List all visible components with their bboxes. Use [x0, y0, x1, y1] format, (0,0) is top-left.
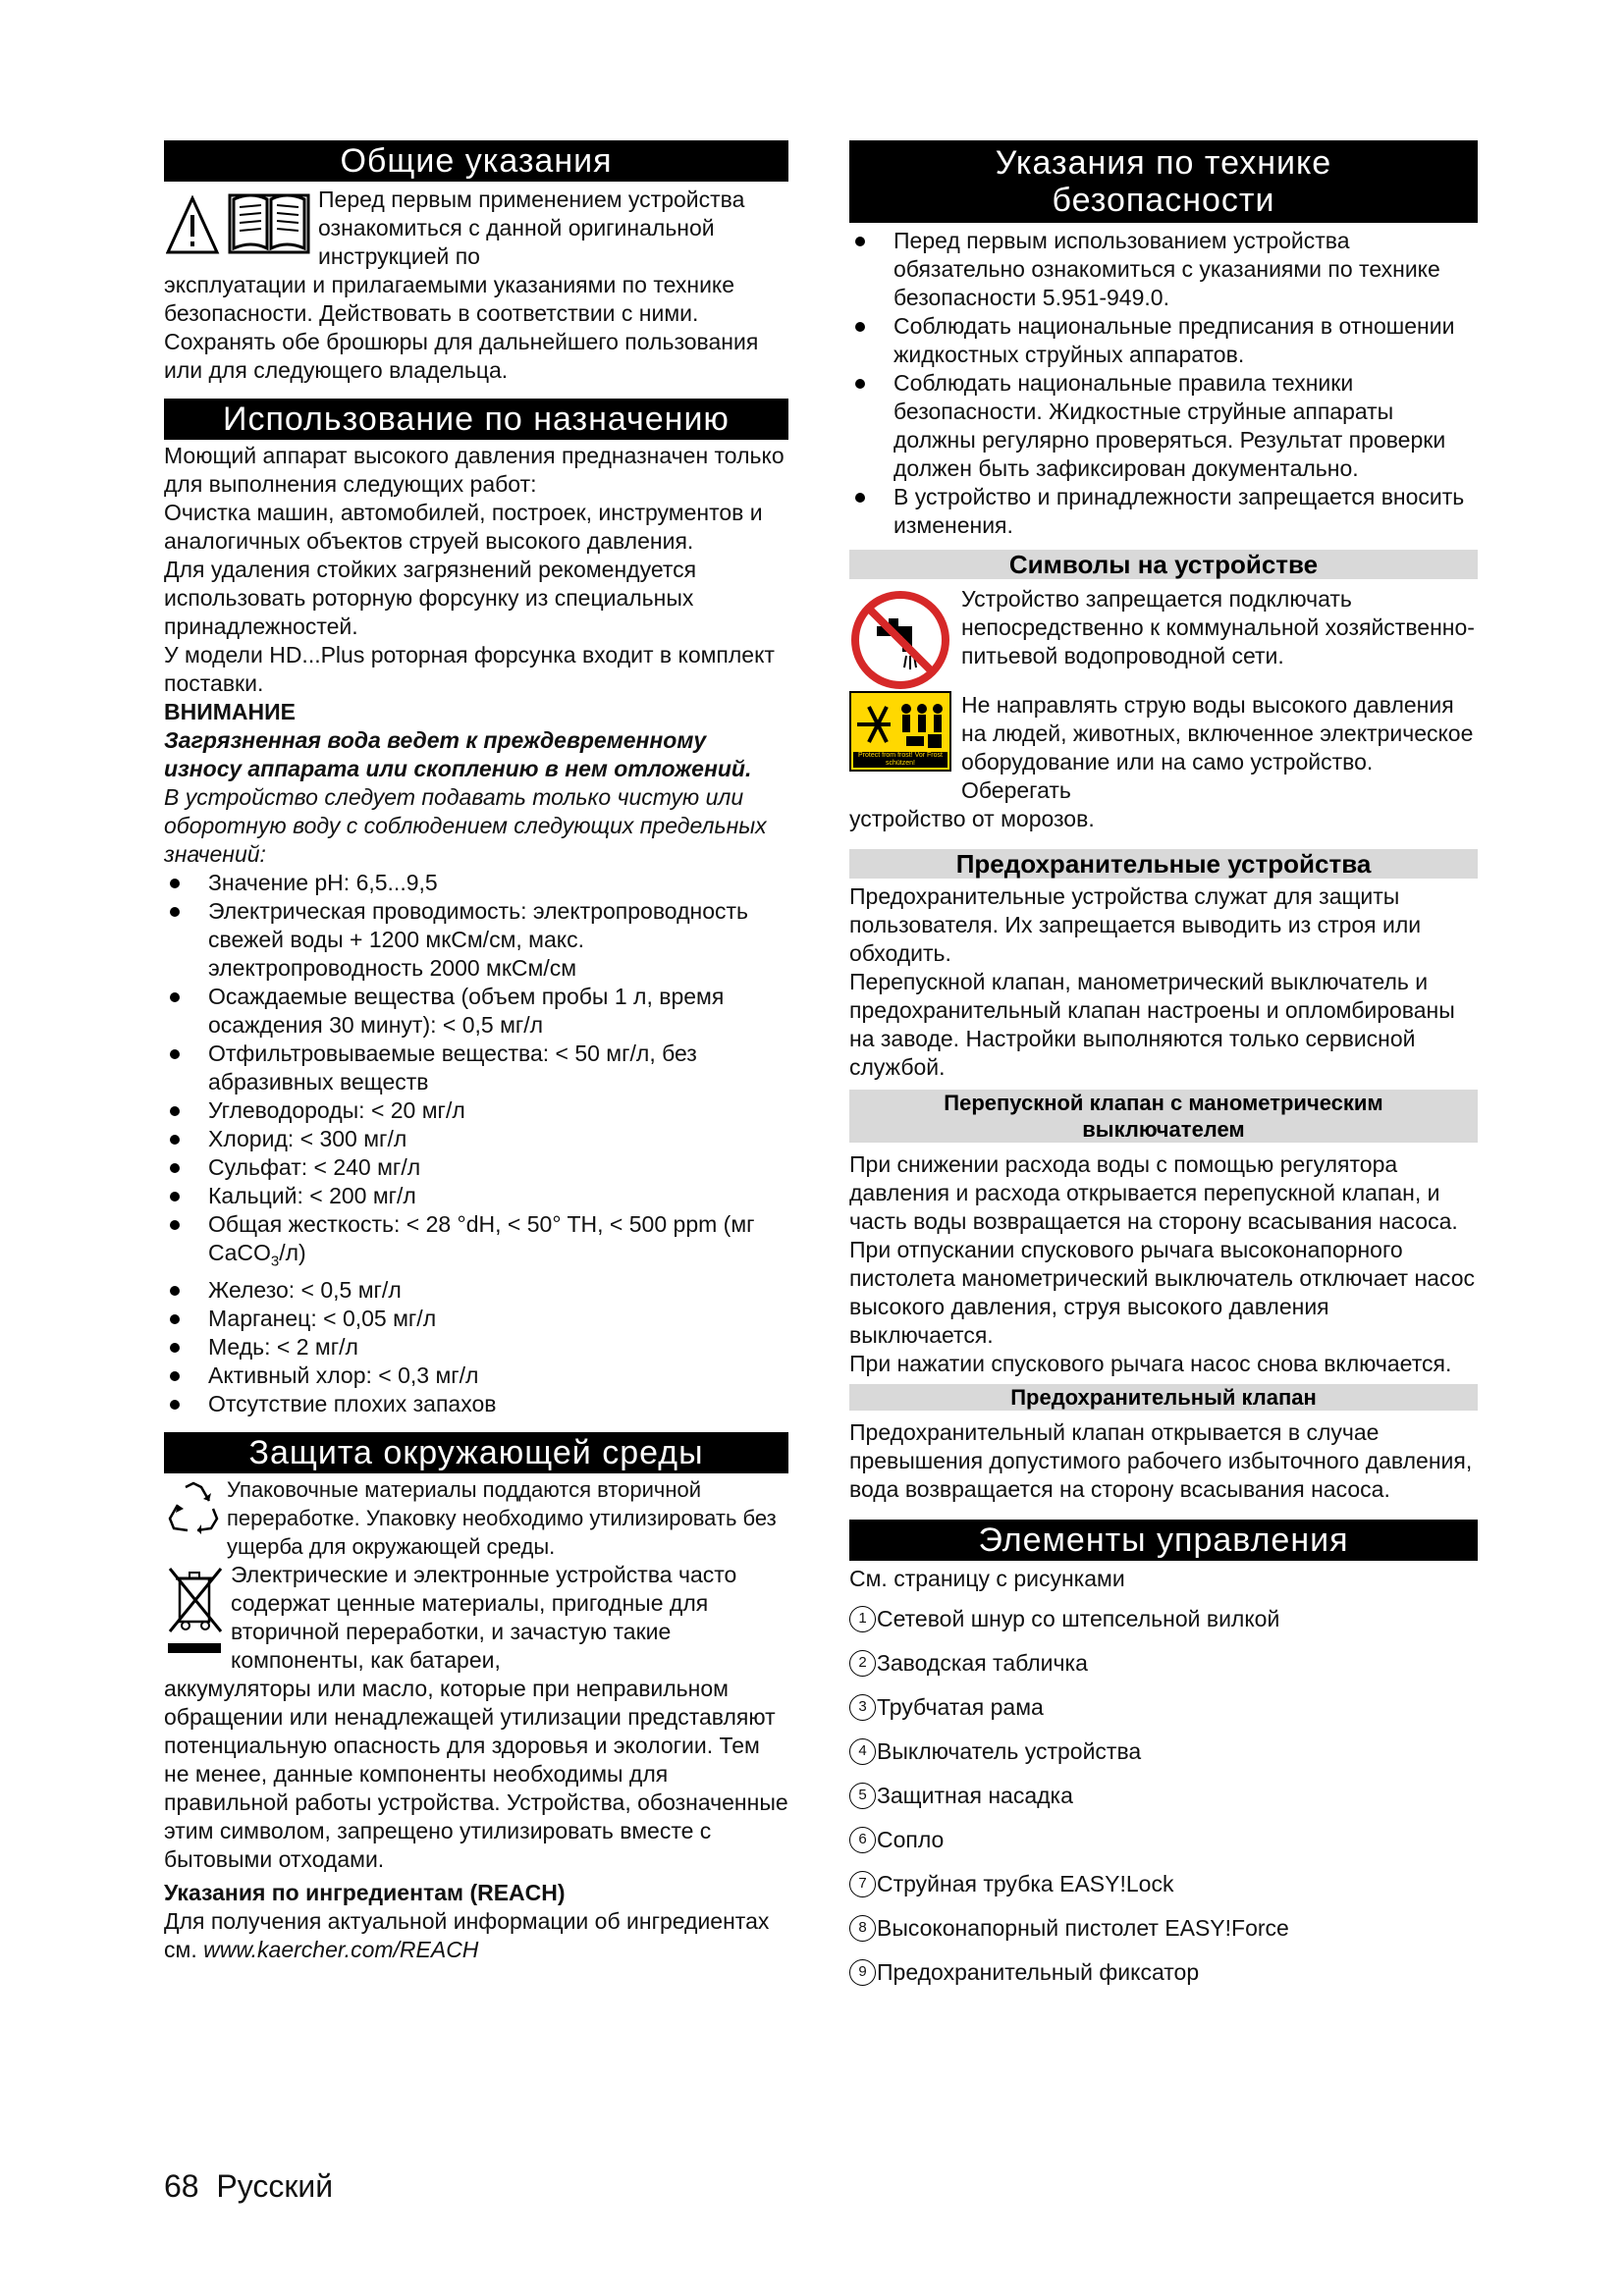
no-connect-row [849, 585, 1478, 691]
list-item [849, 1774, 1478, 1818]
list-item: Перед первым использованием устройства обязательно ознакомиться с указаниями по технике безопасности 5.951-949.0. [849, 227, 1478, 312]
safety-heading-line2: безопасности [1052, 182, 1275, 219]
list-item [849, 1730, 1478, 1774]
callout-number: 4 [849, 1738, 876, 1765]
general-intro-text: Перед первым применением устройства ознакомиться с данной оригинальной инструкцией по [318, 187, 745, 269]
list-item: Сульфат: < 240 мг/л [164, 1153, 788, 1182]
no-connect-text: Устройство запрещается подключать непосредственно к коммунальной хозяйственно-питьевой водопроводной сети. [961, 586, 1475, 668]
list-item: В устройство и принадлежности запрещается вносить изменения. [849, 483, 1478, 540]
water-limits-list [164, 869, 788, 1418]
usage-heading: Использование по назначению [164, 399, 788, 440]
list-item: Кальций: < 200 мг/л [164, 1182, 788, 1210]
no-spray-row [849, 691, 1478, 805]
list-item [849, 1641, 1478, 1685]
spray-hazard-icon [851, 695, 949, 754]
callout-number: 6 [849, 1827, 876, 1853]
callout-number: 9 [849, 1959, 876, 1986]
frost-caption: Protect from frost! Vor Frost schützen! [853, 752, 947, 768]
controls-heading: Элементы управления [849, 1520, 1478, 1561]
list-item: Соблюдать национальные правила техники безопасности. Жидкостные струйные аппараты должны регулярно проверяться. Результат проверки должен быть зафиксирован документально. [849, 369, 1478, 483]
usage-p3: Для удаления стойких загрязнений рекомендуется использовать роторную форсунку из специальных принадлежностей. [164, 557, 697, 639]
no-spray-warning-sign [849, 691, 951, 772]
warning-triangle-icon [166, 195, 220, 256]
usage-p4: У модели HD...Plus роторная форсунка входит в комплект поставки. [164, 642, 775, 696]
symbols-heading: Символы на устройстве [849, 550, 1478, 579]
list-item-hardness [164, 1210, 788, 1276]
left-column [164, 140, 788, 1964]
page-footer [164, 2168, 333, 2204]
footer-language: Русский [216, 2168, 334, 2204]
list-item [849, 1685, 1478, 1730]
list-item: Хлорид: < 300 мг/л [164, 1125, 788, 1153]
weee-text: Электрические и электронные устройства часто содержат ценные материалы, пригодные для вторичной переработки, и зачастую такие компоненты, как батареи, [231, 1561, 737, 1673]
reach-text: Для получения актуальной информации об ингредиентах см. [164, 1907, 770, 1962]
list-item: Медь: < 2 мг/л [164, 1333, 788, 1362]
hardness-subscript: 3 [270, 1253, 280, 1270]
bypass-heading-line2: выключателем [1082, 1117, 1245, 1142]
reach-link[interactable]: www.kaercher.com/REACH [203, 1936, 479, 1962]
bypass-p3: При нажатии спускового рычага насос снова включается. [849, 1351, 1452, 1376]
no-tap-connection-icon [849, 589, 951, 691]
protective-p1: Предохранительные устройства служат для защиты пользователя. Их запрещается выводить из строя или обходить. [849, 883, 1422, 966]
control-label: Защитная насадка [877, 1783, 1073, 1808]
no-spray-text: Не направлять струю воды высокого давления на людей, животных, включенное электрическое оборудование или на само устройство. Оберегать [961, 692, 1474, 803]
list-item [849, 1950, 1478, 1995]
general-intro-cont: эксплуатации и прилагаемыми указаниями по технике безопасности. Действовать в соответствии с ними. [164, 272, 735, 326]
reach-heading: Указания по ингредиентам (REACH) [164, 1879, 566, 1905]
hardness-tail: /л) [279, 1240, 306, 1265]
control-label: Выключатель устройства [877, 1738, 1142, 1764]
controls-list [849, 1597, 1478, 1995]
recycle-icon [164, 1479, 223, 1540]
list-item: Железо: < 0,5 мг/л [164, 1276, 788, 1305]
control-label: Сопло [877, 1827, 945, 1852]
packaging-row [164, 1475, 788, 1561]
list-item [849, 1862, 1478, 1906]
callout-number: 5 [849, 1783, 876, 1809]
callout-number: 7 [849, 1871, 876, 1897]
bypass-p1: При снижении расхода воды с помощью регулятора давления и расхода открывается перепускной клапан, и часть воды возвращается на сторону всасывания насоса. [849, 1151, 1458, 1234]
safety-list [849, 227, 1478, 540]
usage-p2: Очистка машин, автомобилей, построек, инструментов и аналогичных объектов струей высокого давления. [164, 500, 763, 554]
environment-heading: Защита окружающей среды [164, 1432, 788, 1473]
control-label: Сетевой шнур со штепсельной вилкой [877, 1606, 1280, 1631]
control-label: Трубчатая рама [877, 1694, 1044, 1720]
list-item: Марганец: < 0,05 мг/л [164, 1305, 788, 1333]
warning-text: Загрязненная вода ведет к преждевременному износу аппарата или скоплению в нем отложений. [164, 727, 752, 781]
weee-row [164, 1561, 788, 1675]
callout-number: 2 [849, 1650, 876, 1677]
list-item: Активный хлор: < 0,3 мг/л [164, 1362, 788, 1390]
relief-p1: Предохранительный клапан открывается в случае превышения допустимого рабочего избыточного давления, вода возвращается на сторону всасывания насоса. [849, 1419, 1473, 1502]
relief-heading: Предохранительный клапан [849, 1384, 1478, 1411]
list-item: Соблюдать национальные предписания в отношении жидкостных струйных аппаратов. [849, 312, 1478, 369]
list-item: Электрическая проводимость: электропроводность свежей воды + 1200 мкСм/см, макс. электропроводность 2000 мкСм/см [164, 897, 788, 983]
callout-number: 3 [849, 1694, 876, 1721]
callout-number: 8 [849, 1915, 876, 1942]
control-label: Струйная трубка EASY!Lock [877, 1871, 1174, 1896]
right-column [849, 140, 1478, 1995]
page-number: 68 [164, 2168, 199, 2204]
list-item: Отфильтровываемые вещества: < 50 мг/л, без абразивных веществ [164, 1040, 788, 1096]
reach-paragraph [164, 1907, 788, 1964]
list-item: Осаждаемые вещества (объем пробы 1 л, время осаждения 30 минут): < 0,5 мг/л [164, 983, 788, 1040]
water-note: В устройство следует подавать только чистую или оборотную воду с соблюдением следующих предельных значений: [164, 784, 767, 867]
warning-label: ВНИМАНИЕ [164, 699, 297, 724]
controls-intro: См. страницу с рисунками [849, 1566, 1125, 1591]
list-item [849, 1818, 1478, 1862]
manual-book-icon [228, 189, 310, 254]
list-item [849, 1906, 1478, 1950]
bypass-heading-line1: Перепускной клапан с манометрическим [944, 1091, 1383, 1115]
protective-heading: Предохранительные устройства [849, 849, 1478, 879]
control-label: Предохранительный фиксатор [877, 1959, 1200, 1985]
hardness-text: Общая жесткость: < 28 °dH, < 50° TH, < 500 ppm (мг CaCO [208, 1211, 755, 1265]
control-label: Заводская табличка [877, 1650, 1088, 1676]
bypass-heading [849, 1090, 1478, 1143]
general-keep-text: Сохранять обе брошюры для дальнейшего пользования или для следующего владельца. [164, 329, 759, 383]
list-item: Отсутствие плохих запахов [164, 1390, 788, 1418]
safety-heading-line1: Указания по технике [995, 144, 1332, 182]
weee-cont: аккумуляторы или масло, которые при неправильном обращении или ненадлежащей утилизации представляют потенциальную опасность для здоровья и экологии. Тем не менее, данные компоненты необходимы для правильной работы устройства. Устройства, обозначенные этим символом, запрещено утилизировать вместе с бытовыми отходами. [164, 1675, 788, 1872]
control-label: Высоконапорный пистолет EASY!Force [877, 1915, 1289, 1941]
usage-p1: Моющий аппарат высокого давления предназначен только для выполнения следующих работ: [164, 443, 785, 497]
list-item: Значение pH: 6,5...9,5 [164, 869, 788, 897]
callout-number: 1 [849, 1606, 876, 1632]
bypass-p2: При отпускании спускового рычага высоконапорного пистолета манометрический выключатель отключает насос высокого давления, струя высокого давления выключается. [849, 1237, 1475, 1348]
general-intro-row [164, 186, 788, 271]
general-heading: Общие указания [164, 140, 788, 182]
protective-p2: Перепускной клапан, манометрический выключатель и предохранительный клапан настроены и опломбированы на заводе. Настройки выполняются только сервисной службой. [849, 969, 1455, 1080]
list-item: Углеводороды: < 20 мг/л [164, 1096, 788, 1125]
safety-heading [849, 140, 1478, 223]
no-spray-cont: устройство от морозов. [849, 806, 1095, 831]
list-item [849, 1597, 1478, 1641]
packaging-text: Упаковочные материалы поддаются вторичной переработке. Упаковку необходимо утилизировать без ущерба для окружающей среды. [227, 1476, 777, 1559]
crossed-bin-icon [166, 1565, 225, 1655]
